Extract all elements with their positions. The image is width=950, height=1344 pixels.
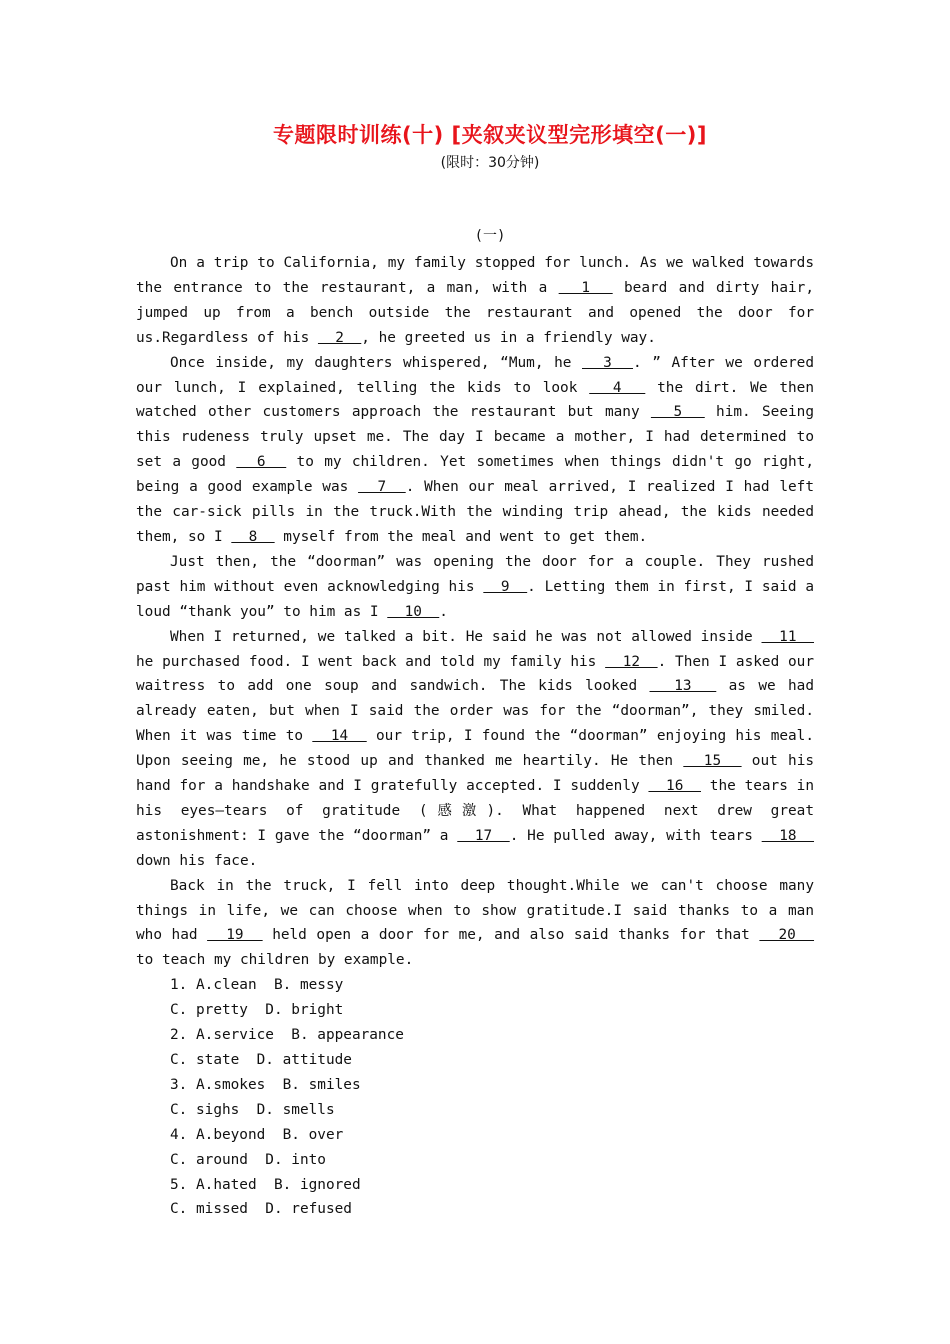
answer-blank: 19	[207, 927, 263, 944]
passage-text: Once inside, my daughters whispered, “Mum, he	[170, 354, 582, 371]
passage-text: Just then, the “doorman” was opening the door for a couple. They rushed past him without even acknowledging his	[136, 553, 814, 595]
option-line: 3. A.smokes B. smiles	[170, 1076, 361, 1093]
answer-blank: 15	[683, 753, 742, 770]
passage-paragraph	[136, 550, 814, 625]
passage-text: out his hand for a handshake and I gratefully accepted. I suddenly	[136, 753, 815, 795]
passage-text: to teach my children by example.	[136, 952, 414, 969]
passage-text: . Letting them in first, I said a loud “thank you” to him as I	[136, 578, 814, 620]
passage-paragraph	[136, 251, 814, 351]
answer-blank: 10	[387, 603, 440, 620]
answer-blank: 20	[759, 927, 815, 944]
passage-text: When I returned, we talked a bit. He said he was not allowed inside	[170, 628, 762, 645]
passage-text: our trip, I found the “doorman” enjoying his meal. Upon seeing me, he stood up and thanked me heartily. He then	[136, 728, 815, 770]
passage-text: . ” After we ordered our lunch, I explained, telling the kids to look	[136, 354, 814, 396]
passage-paragraphs	[136, 251, 814, 973]
passage-text: the dirt. We then watched other customers approach the restaurant but many	[136, 379, 814, 421]
passage-body	[136, 251, 814, 1222]
option-line: C. sighs D. smells	[170, 1101, 335, 1118]
answer-blank: 16	[648, 778, 701, 795]
answer-blank: 14	[312, 728, 367, 745]
passage-text: .	[439, 603, 448, 620]
answer-blank: 6	[236, 454, 287, 471]
option-line: C. state D. attitude	[170, 1052, 352, 1068]
option-line: 1. A.clean B. messy	[170, 977, 344, 994]
option-line: C. missed D. refused	[170, 1201, 352, 1218]
passage-text: as we had already eaten, but when I said the order was for the “doorman”, they smiled. When it was time to	[136, 678, 815, 745]
answer-blank: 13	[649, 678, 717, 695]
answer-blank: 18	[761, 827, 815, 844]
section-label: (一)	[474, 228, 506, 244]
passage-text: beard and dirty hair, jumped up from a bench outside the restaurant and opened the door for us.Regardless of his	[136, 279, 814, 346]
answer-blank: 5	[650, 404, 705, 421]
option-line: C. around D. into	[170, 1151, 326, 1168]
answer-blank: 7	[358, 479, 406, 496]
option-line: 2. A.service B. appearance	[170, 1027, 404, 1044]
passage-text: . When our meal arrived, I realized I had left the car-sick pills in the truck.With the winding trip ahead, the kids needed them, so I	[136, 479, 815, 545]
option-line: 5. A.hated B. ignored	[170, 1176, 361, 1193]
passage-text: Back in the truck, I fell into deep thought.While we can't choose many things in life, we can choose when to show gratitude.I said thanks to a man who had	[136, 877, 814, 944]
passage-text: , he greeted us in a friendly way.	[361, 329, 656, 346]
option-line: C. pretty D. bright	[170, 1002, 344, 1019]
passage-text: . He pulled away, with tears	[509, 827, 762, 844]
answer-blank: 17	[457, 827, 510, 844]
time-limit-subtitle: (限时：30分钟)	[440, 155, 540, 171]
answer-blank: 2	[317, 329, 362, 346]
passage-text: On a trip to California, my family stopped for lunch. As we walked towards the entrance to the restaurant, a man, with a	[136, 255, 814, 296]
passage-paragraph	[136, 351, 814, 550]
passage-text: he purchased food. I went back and told my family his	[136, 653, 606, 670]
passage-text: to my children. Yet sometimes when things didn't go right, being a good example was	[136, 454, 814, 496]
passage-text: him. Seeing this rudeness truly upset me. The day I became a mother, I had determined to set a good	[136, 404, 814, 471]
answer-blank: 9	[483, 578, 528, 595]
answer-options	[136, 973, 814, 1222]
answer-blank: 4	[589, 379, 646, 396]
answer-blank: 11	[761, 628, 814, 645]
page-title: 专题限时训练(十) [夹叙夹议型完形填空(一)]	[273, 123, 707, 147]
answer-blank: 12	[605, 653, 658, 670]
passage-paragraph	[136, 874, 814, 974]
passage-paragraph	[136, 625, 814, 874]
option-line: 4. A.beyond B. over	[170, 1126, 344, 1143]
answer-blank: 8	[231, 528, 275, 545]
answer-blank: 3	[582, 354, 634, 371]
passage-text: down his face.	[136, 852, 258, 869]
answer-blank: 1	[558, 279, 613, 296]
passage-text: myself from the meal and went to get them.	[274, 528, 648, 545]
passage-text: held open a door for me, and also said thanks for that	[262, 927, 760, 944]
passage-text: . Then I asked our waitress to add one soup and sandwich. The kids looked	[136, 653, 815, 695]
passage-text: the tears in his eyes—tears of gratitude (感激). What happened next drew great astonishment: I gave the “doorman” a	[136, 778, 815, 844]
